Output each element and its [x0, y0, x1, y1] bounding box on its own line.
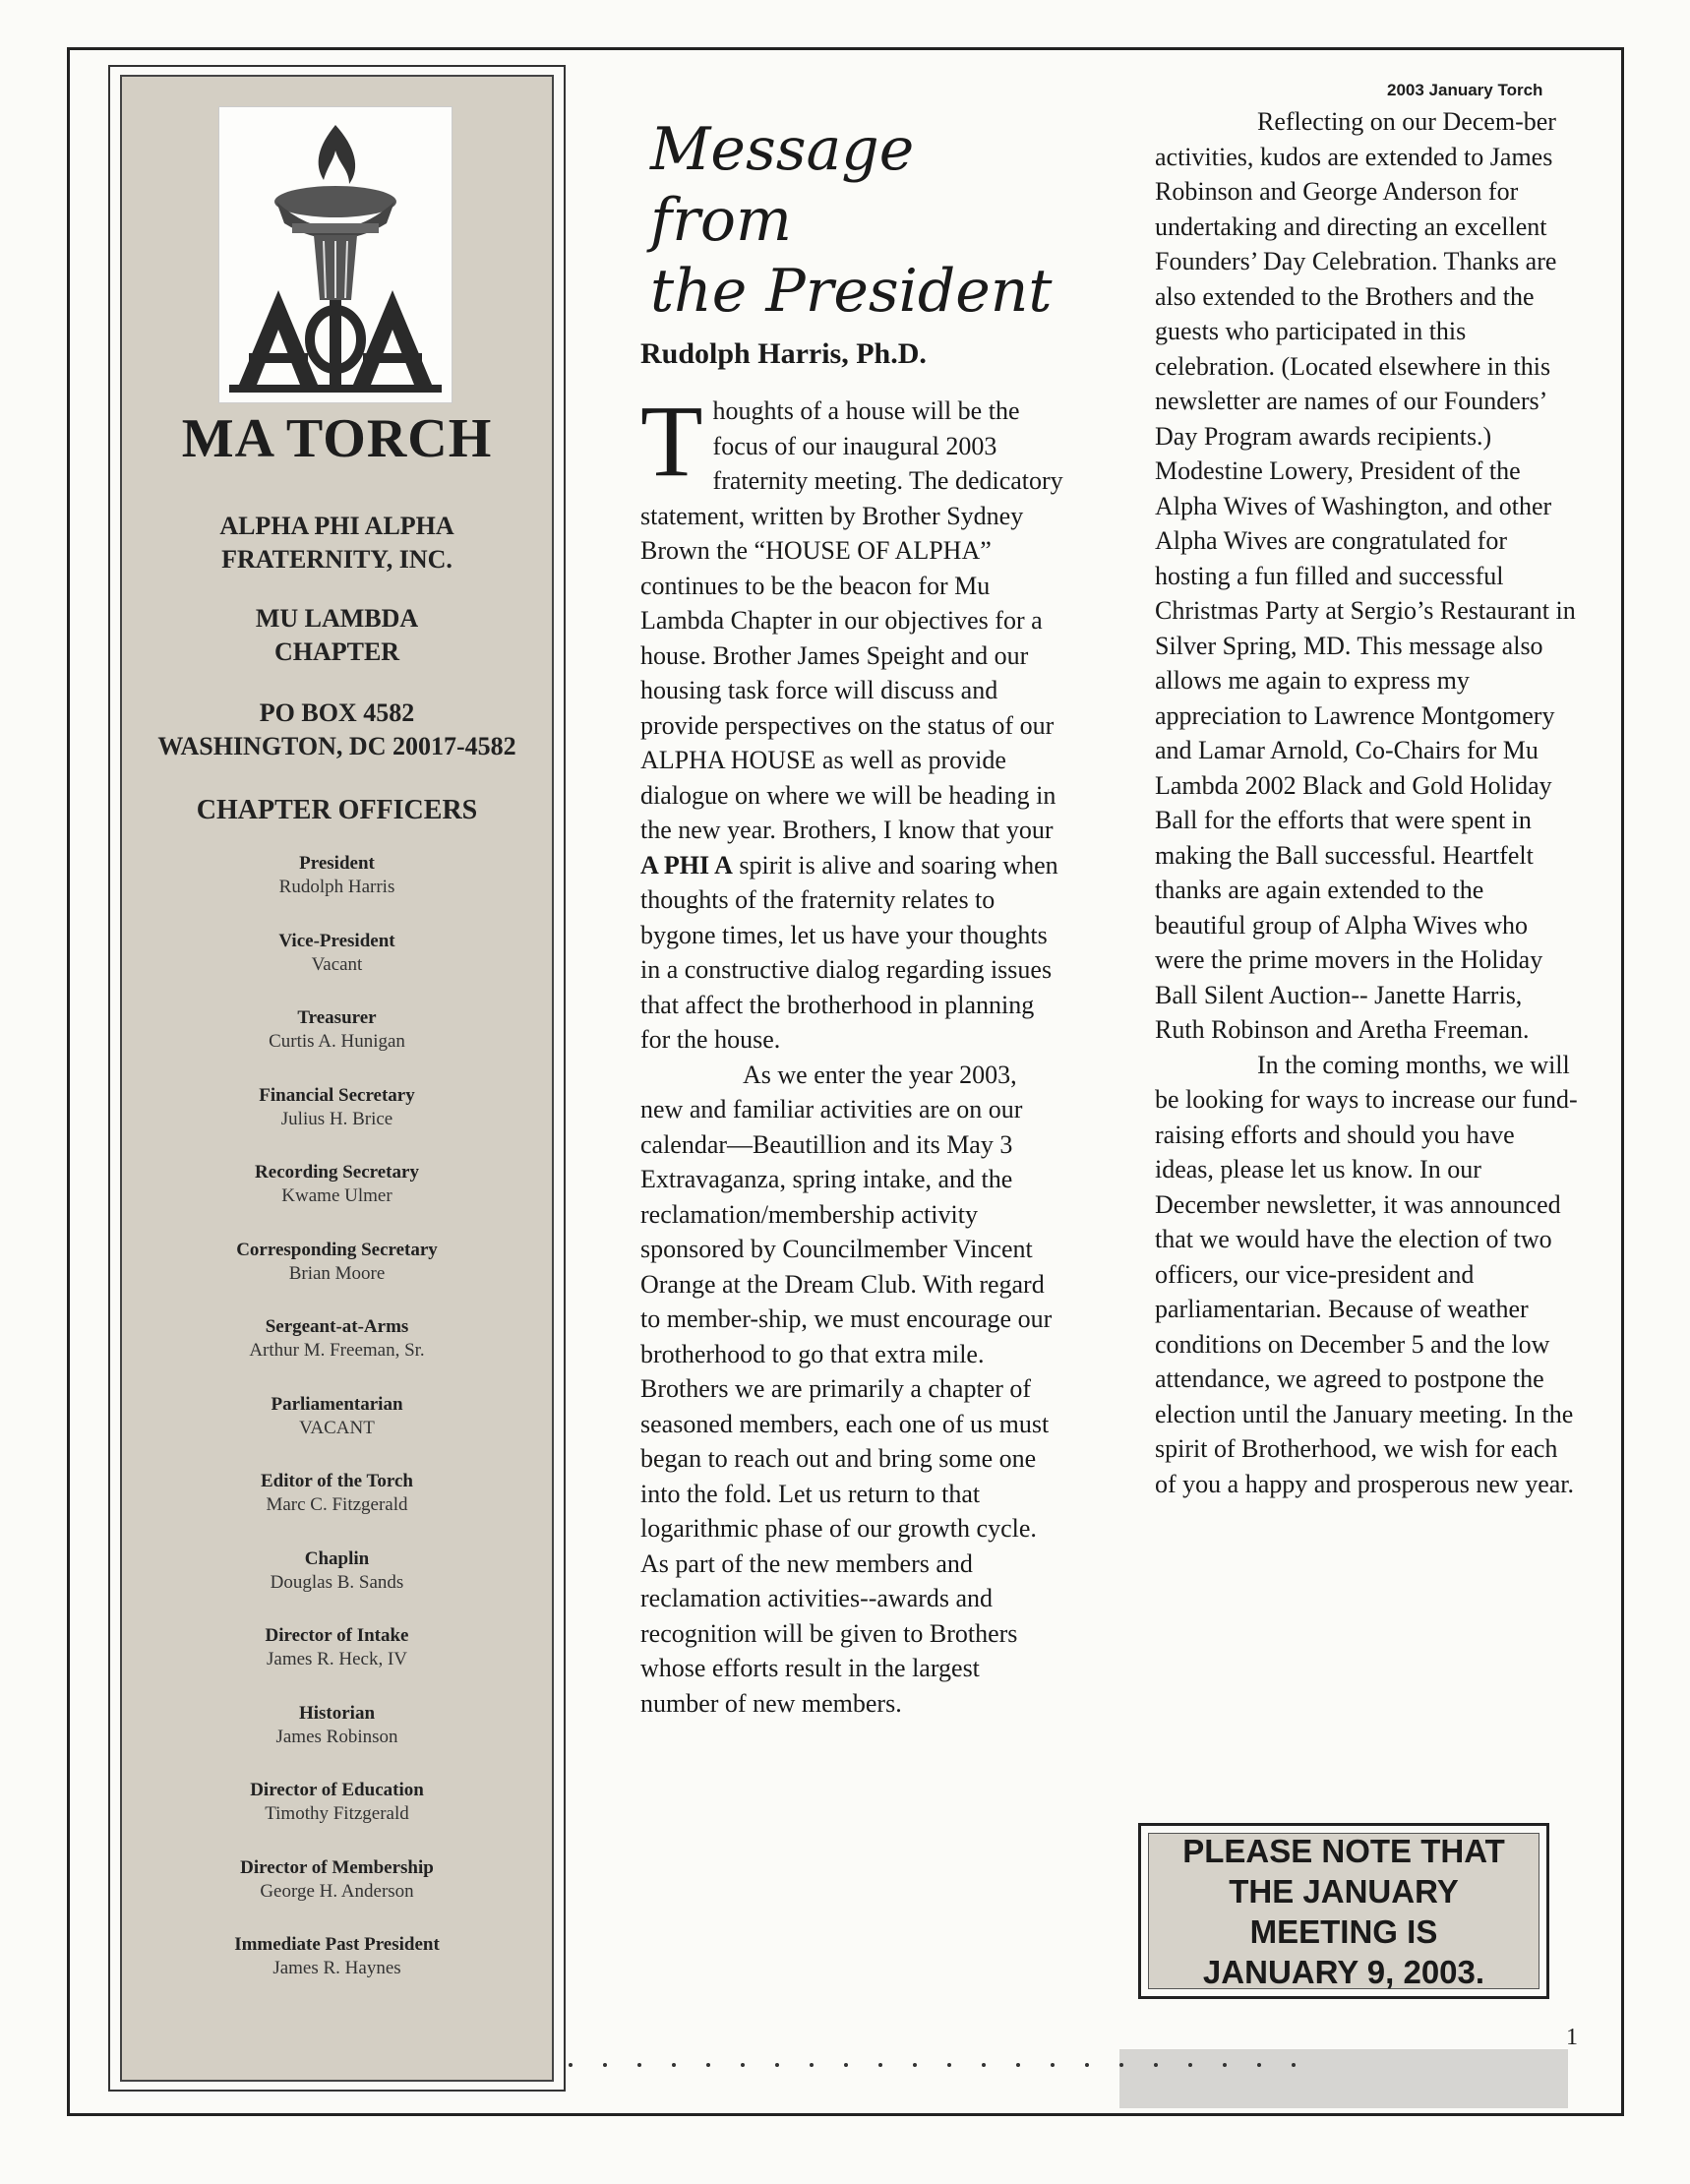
officer-name: Julius H. Brice	[280, 1108, 393, 1129]
officer-name: Marc C. Fitzgerald	[266, 1494, 408, 1515]
footer-dots	[569, 2056, 1336, 2066]
article-author: Rudolph Harris, Ph.D.	[640, 337, 927, 370]
article-column-1	[640, 114, 1063, 1721]
officer-name: Arthur M. Freeman, Sr.	[249, 1340, 425, 1361]
chapter-name	[122, 602, 552, 669]
notice-line-4: JANUARY 9, 2003.	[1202, 1953, 1485, 1990]
paragraph-1-end: spirit is alive and soaring when thoughts of the fraternity relates to bygone times, let us have your thoughts in a constructive dialog regarding issues that affect the brotherhood in planning for the house.	[640, 850, 1058, 1054]
officer-title: Vice-President	[278, 930, 395, 951]
org-name	[122, 510, 552, 576]
sidebar	[120, 75, 554, 2082]
officer-title: Parliamentarian	[271, 1393, 403, 1415]
notice-line-1: PLEASE NOTE THAT	[1182, 1832, 1505, 1869]
article-column-2	[1155, 104, 1578, 1501]
officer-entry	[122, 1856, 552, 1934]
officer-name: James Robinson	[275, 1726, 398, 1747]
officer-name: George H. Anderson	[260, 1880, 414, 1902]
officer-name: Douglas B. Sands	[270, 1571, 404, 1593]
officer-title: President	[299, 853, 375, 874]
officer-name: James R. Haynes	[272, 1958, 401, 1978]
newsletter-title: MA TORCH	[181, 408, 493, 469]
officer-title: Chaplin	[304, 1547, 370, 1569]
officer-title: Corresponding Secretary	[236, 1239, 438, 1260]
officer-name: Brian Moore	[288, 1262, 386, 1284]
officers-list	[122, 852, 552, 2011]
torch-logo-icon	[219, 107, 452, 402]
officer-name: Kwame Ulmer	[281, 1185, 392, 1206]
officer-title: Director of Intake	[265, 1625, 409, 1646]
article-title-line-2: the President	[650, 257, 1053, 326]
officer-title: Director of Education	[250, 1780, 424, 1800]
article-title-line-1: Message from	[650, 115, 915, 255]
officer-entry	[122, 1933, 552, 2011]
officer-entry	[122, 1084, 552, 1162]
chapter-line-1: MU LAMBDA	[255, 604, 419, 633]
officer-entry	[122, 930, 552, 1007]
paragraph-3: Reflecting on our Decem-ber activities, kudos are extended to James Robinson and George Anderson for undertaking and directing an excellent Founders’ Day Celebration. Thanks are also extended to the Brothers and the guests who participated in this celebration. (Located elsewhere in this newsletter are names of our Founders’ Day Program awards recipients.) Modestine Lowery, President of the Alpha Wives of Washington, and other Alpha Wives are congratulated for hosting a fun filled and successful Christmas Party at Sergio’s Restaurant in Silver Spring, MD. This message also allows me again to express my appreciation to Lawrence Montgomery and Lamar Arnold, Co-Chairs for Mu Lambda 2002 Black and Gold Holiday Ball for the efforts that were spent in making the Ball successful. Heartfelt thanks are again extended to the beautiful group of Alpha Wives who were the prime movers in the Holiday Ball Silent Auction-- Janette Harris, Ruth Robinson and Aretha Freeman.	[1155, 107, 1576, 1044]
officer-title: Immediate Past President	[234, 1934, 440, 1955]
officer-title: Editor of the Torch	[260, 1471, 413, 1491]
officer-entry	[122, 1624, 552, 1702]
meeting-notice	[1148, 1833, 1539, 1989]
officer-title: Director of Membership	[240, 1856, 434, 1878]
officer-title: Historian	[298, 1702, 376, 1724]
torch-logo	[218, 106, 453, 403]
address-line-2: WASHINGTON, DC 20017-4582	[157, 732, 516, 760]
officer-entry	[122, 1161, 552, 1239]
officer-entry	[122, 1779, 552, 1856]
drop-cap: T	[640, 385, 703, 498]
officer-entry	[122, 1547, 552, 1625]
meeting-notice-box	[1138, 1823, 1549, 1999]
paragraph-2: As we enter the year 2003, new and familiar activities are on our calendar—Beautillion and its May 3 Extravaganza, spring intake, and the reclamation/membership activity sponsored by Councilmember Vincent Orange at the Dream Club. With regard to member-ship, we must encourage our brotherhood to go that extra mile. Brothers we are primarily a chapter of seasoned members, each one of us must began to reach out and bring some one into the fold. Let us return to that logarithmic phase of our growth cycle. As part of the new members and reclamation activities--awards and recognition will be given to Brothers whose efforts result in the largest number of new members.	[640, 1060, 1053, 1718]
officer-entry	[122, 1470, 552, 1547]
officers-heading: CHAPTER OFFICERS	[196, 795, 478, 825]
mailing-address	[122, 697, 552, 763]
chapter-line-2: CHAPTER	[273, 637, 400, 666]
notice-line-3: MEETING IS	[1249, 1912, 1438, 1950]
officer-title: Treasurer	[297, 1007, 377, 1028]
paragraph-1	[640, 385, 1063, 1058]
notice-line-2: THE JANUARY	[1229, 1872, 1459, 1910]
officer-name: Rudolph Harris	[278, 877, 395, 897]
paragraph-4: In the coming months, we will be looking for ways to increase our fund-raising efforts and should you have ideas, please let us know. In our December newsletter, it was announced that we would have the election of two officers, our vice-president and parliamentarian. Because of weather conditions on December 5 and the low attendance, we agreed to postpone the election until the January meeting. In the spirit of Brotherhood, we wish for each of you a happy and prosperous new year.	[1155, 1050, 1578, 1498]
paragraph-1-bold: A PHI A	[640, 850, 733, 880]
officer-entry	[122, 1239, 552, 1316]
officer-name: James R. Heck, IV	[267, 1649, 407, 1669]
address-line-1: PO BOX 4582	[259, 698, 415, 727]
officer-name: Curtis A. Hunigan	[269, 1031, 405, 1052]
officer-entry	[122, 1702, 552, 1780]
officer-entry	[122, 1006, 552, 1084]
org-line-2: FRATERNITY, INC.	[221, 545, 453, 574]
org-line-1: ALPHA PHI ALPHA	[219, 512, 454, 540]
officer-name: Timothy Fitzgerald	[265, 1803, 409, 1824]
officer-name: VACANT	[299, 1417, 375, 1438]
officer-entry	[122, 1315, 552, 1393]
officer-title: Sergeant-at-Arms	[265, 1316, 409, 1337]
article-title	[650, 114, 1063, 327]
officer-title: Financial Secretary	[259, 1084, 415, 1106]
paragraph-1-start: houghts of a house will be the focus of our inaugural 2003 fraternity meeting. The dedicatory statement, written by Brother Sydney Brown the “HOUSE OF ALPHA” continues to be the beacon for Mu Lambda Chapter in our objectives for a house. Brother James Speight and our housing task force will discuss and provide perspectives on the status of our ALPHA HOUSE as well as provide dialogue on where we will be heading in the new year. Brothers, I know that your	[640, 396, 1063, 844]
officer-title: Recording Secretary	[255, 1162, 419, 1183]
officer-name: Vacant	[311, 953, 363, 975]
officer-entry	[122, 852, 552, 930]
issue-label: 2003 January Torch	[1387, 81, 1543, 99]
officer-entry	[122, 1393, 552, 1471]
page-number: 1	[1566, 2025, 1578, 2050]
